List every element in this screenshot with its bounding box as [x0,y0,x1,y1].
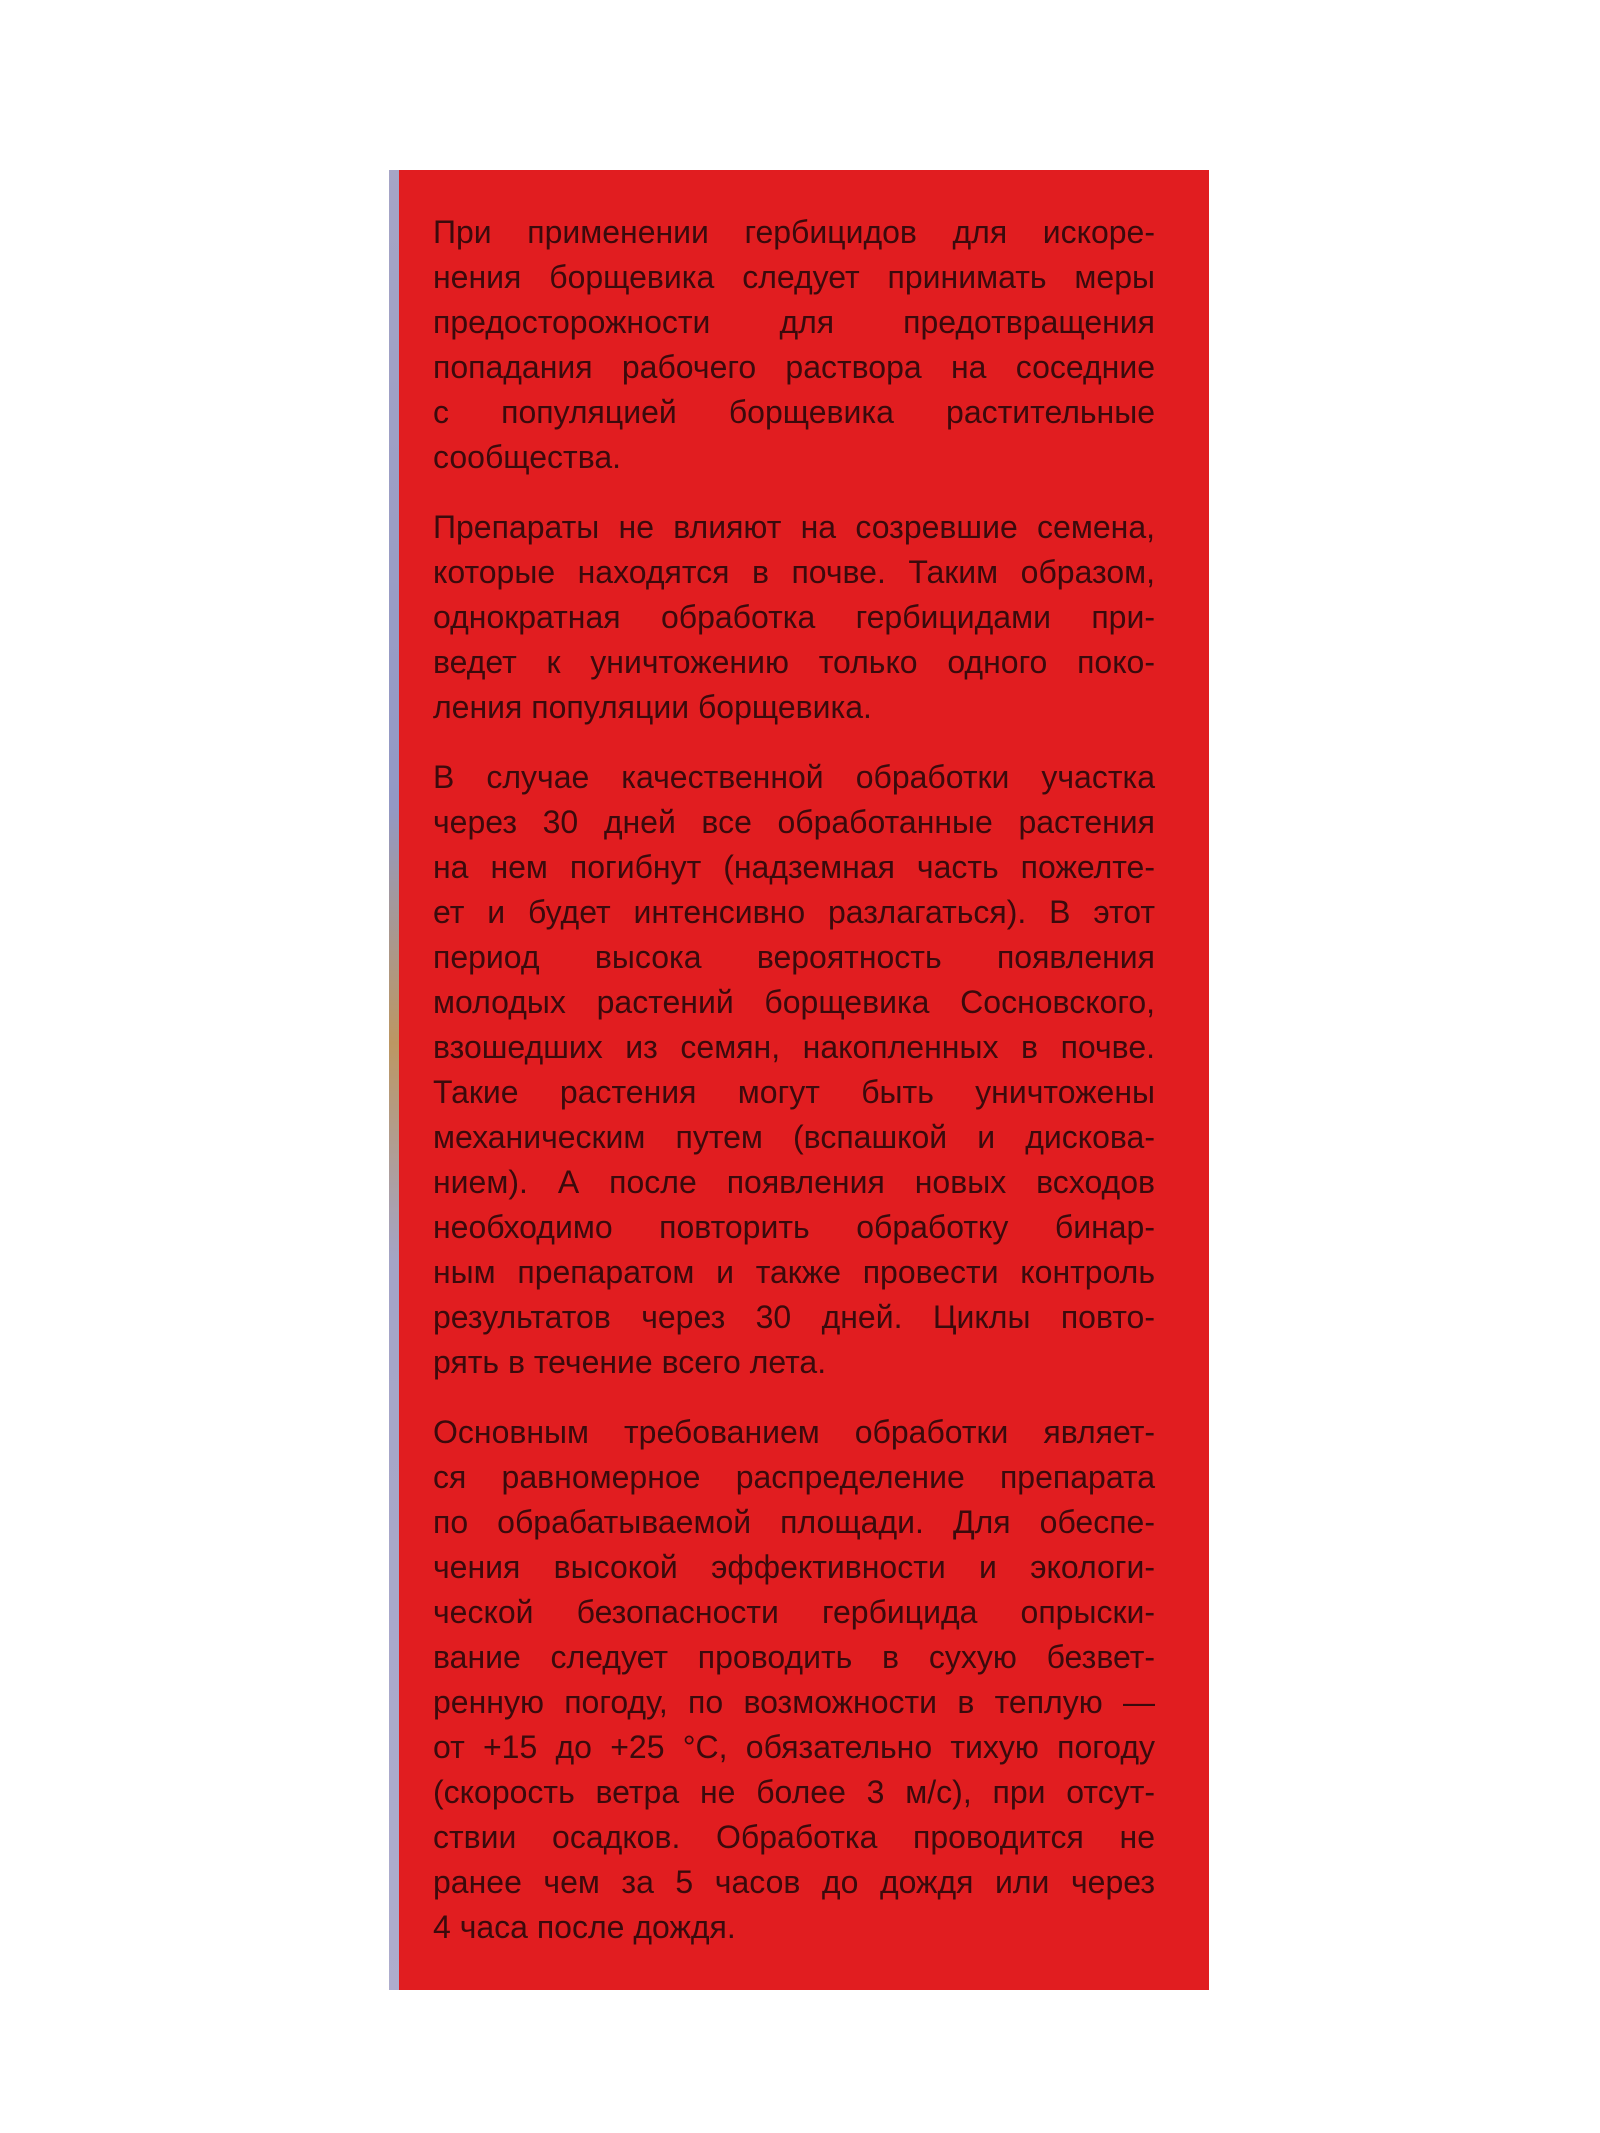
package-edge-strip [389,170,399,1990]
text-line: через 30 дней все обработанные растения [433,804,1155,840]
text-line: ранее чем за 5 часов до дождя или через [433,1864,1155,1900]
red-info-panel [389,170,1209,1990]
instruction-paragraph [433,755,1155,1385]
text-line: с популяцией борщевика растительные [433,394,1155,430]
text-line: вание следует проводить в сухую безвет- [433,1639,1155,1675]
text-line: однократная обработка гербицидами при- [433,599,1155,635]
text-line: При применении гербицидов для искоре- [433,214,1155,250]
text-line: ческой безопасности гербицида опрыски- [433,1594,1155,1630]
text-line: 4 часа после дождя. [433,1909,736,1945]
text-line: ным препаратом и также провести контроль [433,1254,1155,1290]
text-line: нения борщевика следует принимать меры [433,259,1155,295]
text-line: Такие растения могут быть уничтожены [433,1074,1155,1110]
text-line: которые находятся в почве. Таким образом, [433,554,1155,590]
text-line: рять в течение всего лета. [433,1344,827,1380]
text-line: ведет к уничтожению только одного поко- [433,644,1155,680]
text-line: ления популяции борщевика. [433,689,872,725]
text-line: от +15 до +25 °С, обязательно тихую погоду [433,1729,1155,1765]
text-line: механическим путем (вспашкой и дискова- [433,1119,1155,1155]
text-line: Препараты не влияют на созревшие семена, [433,509,1155,545]
text-line: ренную погоду, по возможности в теплую — [433,1684,1155,1720]
text-line: ет и будет интенсивно разлагаться). В этот [433,894,1155,930]
text-line: ся равномерное распределение препарата [433,1459,1155,1495]
text-line: необходимо повторить обработку бинар- [433,1209,1155,1245]
text-line: попадания рабочего раствора на соседние [433,349,1155,385]
text-line: нием). А после появления новых всходов [433,1164,1155,1200]
text-line: В случае качественной обработки участка [433,759,1155,795]
text-line: молодых растений борщевика Сосновского, [433,984,1155,1020]
instruction-paragraph [433,505,1155,730]
instruction-paragraph [433,1410,1155,1950]
text-line: ствии осадков. Обработка проводится не [433,1819,1155,1855]
text-line: (скорость ветра не более 3 м/с), при отсут- [433,1774,1155,1810]
text-line: взошедших из семян, накопленных в почве. [433,1029,1155,1065]
instruction-text-block [433,210,1155,1975]
text-line: сообщества. [433,439,622,475]
text-line: по обрабатываемой площади. Для обеспе- [433,1504,1155,1540]
text-line: период высока вероятность появления [433,939,1155,975]
text-line: предосторожности для предотвращения [433,304,1155,340]
text-line: чения высокой эффективности и экологи- [433,1549,1155,1585]
instruction-paragraph [433,210,1155,480]
text-line: на нем погибнут (надземная часть пожелте- [433,849,1155,885]
text-line: Основным требованием обработки являет- [433,1414,1155,1450]
text-line: результатов через 30 дней. Циклы повто- [433,1299,1155,1335]
